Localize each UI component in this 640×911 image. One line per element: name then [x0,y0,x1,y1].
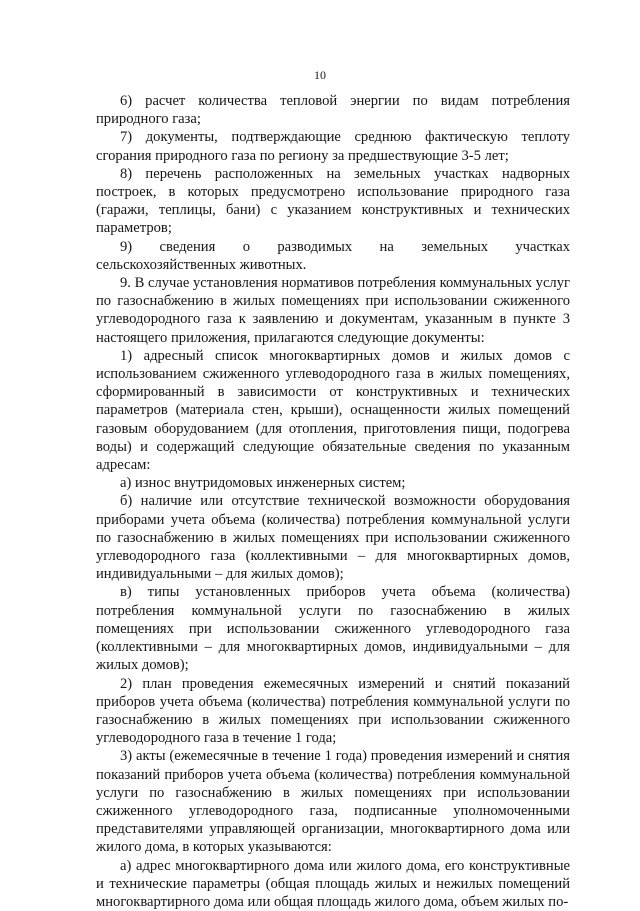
paragraph-item-9: 9) сведения о разводимых на земельных участках сельскохозяйственных животных. [96,238,570,273]
paragraph-subitem-1b: б) наличие или отсутствие технической возможности оборудования приборами учета объема (количества) потребления коммунальной услуги по газоснабжению в жилых помещениях при использовании сжиженного углеводородного газа (коллективными – для многоквартирных домов, индивидуальными – для жилых домов); [96,493,570,583]
paragraph-item-6: 6) расчет количества тепловой энергии по видам потребления природного газа; [96,93,570,128]
paragraph-subitem-2: 2) план проведения ежемесячных измерений и снятий показаний приборов учета объема (количества) потребления коммунальной услуги по газоснабжению в жилых помещениях при использовании сжиженного углеводородного газа в течение 1 года; [96,675,570,747]
paragraph-subitem-1: 1) адресный список многоквартирных домов и жилых домов с использованием сжиженного углеводородного газа в жилых помещениях, сформированный в зависимости от конструктивных и технических параметров (материала стен, крыши), оснащенности жилых помещений газовым оборудованием (для отопления, приготовления пищи, подогрева воды) и содержащий следующие обязательные сведения по указанным адресам: [96,347,570,474]
paragraph-clause-9: 9. В случае установления нормативов потребления коммунальных услуг по газоснабжению в жилых помещениях при использовании сжиженного углеводородного газа к заявлению и документам, указанным в пункте 3 настоящего приложения, прилагаются следующие документы: [96,275,570,346]
paragraph-item-7: 7) документы, подтверждающие среднюю фактическую теплоту сгорания природного газа по региону за предшествующие 3-5 лет; [96,129,570,164]
page-number: 10 [314,68,326,82]
paragraph-subitem-1v: в) типы установленных приборов учета объема (количества) потребления коммунальной услуги по газоснабжению в жилых помещениях при использовании сжиженного углеводородного газа (коллективными – для многоквартирных домов, индивидуальными – для жилых домов); [96,584,570,674]
paragraph-item-8: 8) перечень расположенных на земельных участках надворных построек, в которых предусмотрено использование природного газа (гаражи, теплицы, бани) с указанием конструктивных и технических параметров; [96,165,570,237]
paragraph-subitem-3: 3) акты (ежемесячные в течение 1 года) проведения измерений и снятия показаний приборов учета объема (количества) потребления коммунальной услуги по газоснабжению в жилых помещениях при использовании сжиженного углеводородного газа, подписанные уполномоченными представителями управляющей организации, многоквартирного дома или жилого дома, в которых указываются: [96,748,570,856]
document-body [96,92,570,911]
paragraph-subitem-3a: а) адрес многоквартирного дома или жилого дома, его конструктивные и технические параметры (общая площадь жилых и нежилых помещений многоквартирного дома или общая площадь жилого дома, объем жилых по- [96,857,570,910]
paragraph-subitem-1a: а) износ внутридомовых инженерных систем; [120,475,406,492]
